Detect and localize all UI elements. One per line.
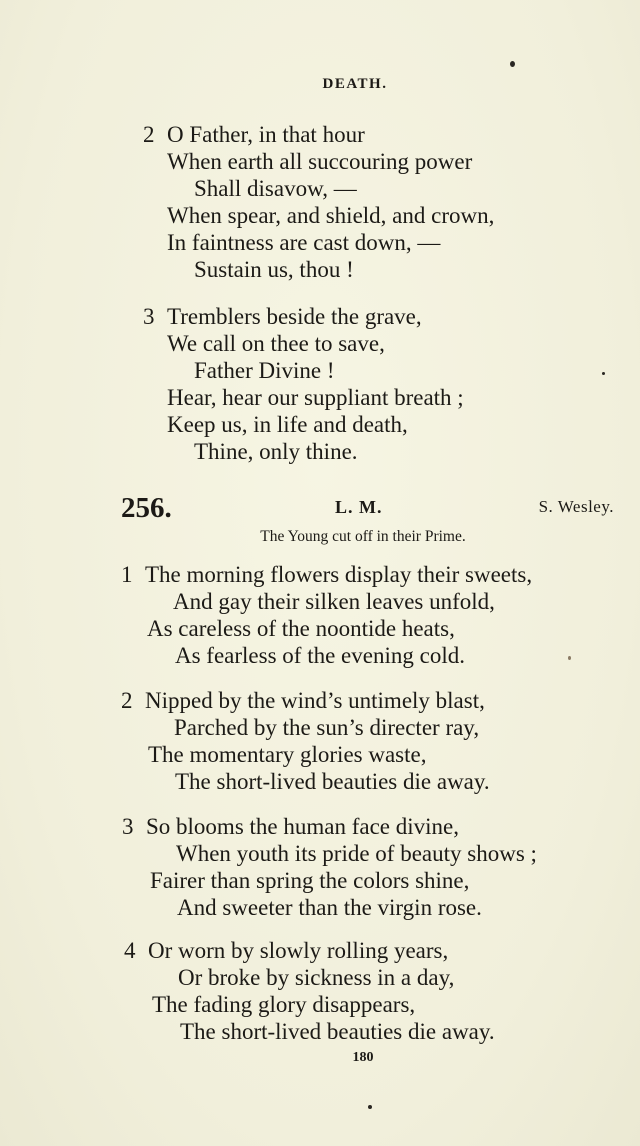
stanza-line: The fading glory disappears, (152, 992, 416, 1017)
stanza-line: Or broke by sickness in a day, (178, 965, 455, 990)
stanza-line: We call on thee to save, (167, 331, 385, 356)
hymn-meter: L. M. (335, 497, 383, 517)
stanza-line: Hear, hear our suppliant breath ; (167, 385, 464, 410)
hymn-stanza-1 (121, 561, 532, 669)
ink-speck (602, 372, 605, 375)
stanza-number: 1 (121, 562, 133, 587)
hymn-stanza-3 (122, 813, 537, 921)
hymn-author: S. Wesley. (538, 497, 614, 516)
hymn-stanza-2 (121, 687, 490, 795)
stanza-line: Parched by the sun’s directer ray, (174, 715, 480, 740)
stanza-line: 3 So blooms the human face divine, (122, 814, 459, 839)
stanza-line: When youth its pride of beauty shows ; (176, 841, 537, 866)
stanza-line: The short-lived beauties die away. (180, 1019, 495, 1044)
stanza-line: As careless of the noontide heats, (147, 616, 455, 641)
stanza-line: 2 Nipped by the wind’s untimely blast, (121, 688, 485, 713)
stanza-line: As fearless of the evening cold. (175, 643, 465, 668)
ink-speck (510, 61, 515, 67)
stanza-line: 2 O Father, in that hour (143, 122, 365, 147)
stanza-number: 2 (121, 688, 133, 713)
ink-speck (568, 656, 571, 660)
stanza-line: 1 The morning flowers display their sweets, (121, 562, 533, 587)
stanza-line: Sustain us, thou ! (194, 257, 354, 282)
stanza-line: And sweeter than the virgin rose. (177, 895, 482, 920)
hymn-subtitle: The Young cut off in their Prime. (260, 528, 466, 545)
hymn-stanza-4 (124, 937, 495, 1045)
stanza-line: 4 Or worn by slowly rolling years, (124, 938, 449, 963)
stanza-number: 4 (124, 938, 136, 963)
stanza-number: 3 (143, 304, 155, 329)
page-number: 180 (352, 1050, 374, 1065)
stanza-line: Keep us, in life and death, (167, 412, 408, 437)
stanza-line: The short-lived beauties die away. (175, 769, 490, 794)
stanza-line: The momentary glories waste, (148, 742, 427, 767)
stanza-number: 3 (122, 814, 134, 839)
stanza-number: 2 (143, 122, 155, 147)
stanza-line: Fairer than spring the colors shine, (150, 868, 470, 893)
stanza-line: Thine, only thine. (194, 439, 358, 464)
stanza-line: Shall disavow, — (194, 176, 357, 201)
stanza-line: In faintness are cast down, — (167, 230, 441, 255)
stanza-line: When spear, and shield, and crown, (167, 203, 495, 228)
stanza-line: When earth all succouring power (167, 149, 473, 174)
hymn-heading (121, 492, 616, 524)
hymn-number: 256. (121, 492, 172, 524)
stanza-line: 3 Tremblers beside the grave, (143, 304, 422, 329)
stanza-line: And gay their silken leaves unfold, (173, 589, 495, 614)
ink-speck (368, 1105, 372, 1109)
running-header: DEATH. (322, 76, 388, 92)
stanza-line: Father Divine ! (194, 358, 335, 383)
prev-stanza-3 (143, 303, 464, 465)
prev-stanza-2 (143, 121, 494, 283)
